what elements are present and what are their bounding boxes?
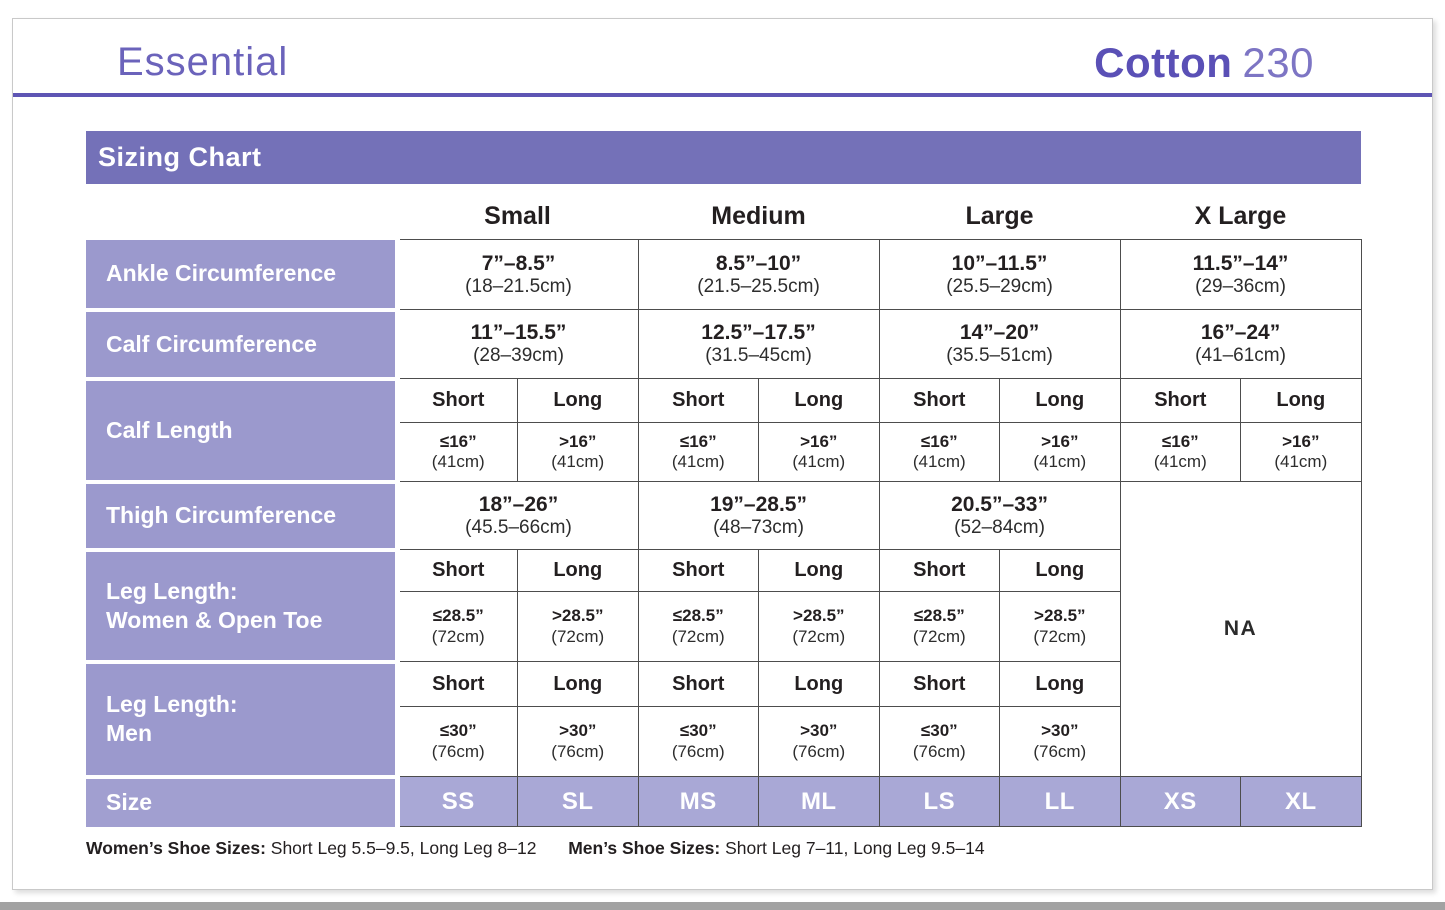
legwomen-long-cm: (72cm) bbox=[1033, 626, 1087, 646]
legmen-large-long-cell bbox=[1000, 707, 1121, 777]
row-label-calf-length: Calf Length bbox=[86, 379, 397, 482]
thigh-small-cm: (45.5–66cm) bbox=[465, 516, 572, 538]
calfcirc-large-cm: (35.5–51cm) bbox=[946, 345, 1053, 367]
thigh-medium-cell bbox=[638, 482, 879, 550]
calflen-small-long-cell bbox=[518, 423, 639, 482]
calflen-xlarge-long-header: Long bbox=[1241, 379, 1362, 423]
calflen-long-cm: (41cm) bbox=[1274, 452, 1328, 471]
calfcirc-small-cm: (28–39cm) bbox=[473, 345, 564, 367]
sizing-table-wrapper bbox=[86, 239, 1362, 827]
legmen-large-long-header: Long bbox=[1000, 662, 1121, 707]
card-header bbox=[13, 19, 1432, 93]
legwomen-large-long-cell bbox=[1000, 592, 1121, 662]
column-header-spacer bbox=[86, 196, 397, 239]
calflen-xlarge-short-cell bbox=[1120, 423, 1241, 482]
legmen-short-cm: (76cm) bbox=[912, 741, 966, 761]
size-cell-sl: SL bbox=[518, 777, 639, 827]
legmen-long-inches: >30” bbox=[559, 721, 597, 741]
legmen-long-inches: >30” bbox=[1041, 721, 1079, 741]
calflen-short-cm: (41cm) bbox=[431, 452, 485, 471]
legwomen-short-cm: (72cm) bbox=[912, 626, 966, 646]
legwomen-long-cm: (72cm) bbox=[792, 626, 846, 646]
legmen-short-inches: ≤30” bbox=[679, 721, 717, 741]
calflen-long-inches: >16” bbox=[1041, 431, 1079, 451]
calfcirc-small-inches: 11”–15.5” bbox=[470, 321, 567, 344]
calflen-short-cm: (41cm) bbox=[671, 452, 725, 471]
row-label-size: Size bbox=[86, 777, 397, 827]
column-header-medium: Medium bbox=[711, 202, 806, 230]
size-column-headers bbox=[86, 196, 1361, 239]
calflen-xlarge-long-cell bbox=[1241, 423, 1362, 482]
leg-women-label-line1: Leg Length: bbox=[106, 577, 238, 604]
ankle-medium-cell bbox=[638, 240, 879, 310]
calflen-long-cm: (41cm) bbox=[551, 452, 605, 471]
row-label-calf-circumference: Calf Circumference bbox=[86, 310, 397, 379]
legmen-medium-long-cell bbox=[759, 707, 880, 777]
calflen-xlarge-short-header: Short bbox=[1120, 379, 1241, 423]
thigh-large-cm: (52–84cm) bbox=[954, 516, 1045, 538]
calflen-long-cm: (41cm) bbox=[1033, 452, 1087, 471]
legmen-small-long-cell bbox=[518, 707, 639, 777]
size-cell-ss: SS bbox=[397, 777, 518, 827]
thigh-medium-inches: 19”–28.5” bbox=[710, 492, 807, 516]
table-row-calf-length-subheader bbox=[86, 379, 1361, 423]
calflen-short-cm: (41cm) bbox=[1153, 452, 1207, 471]
row-label-thigh: Thigh Circumference bbox=[86, 482, 397, 550]
legwomen-short-inches: ≤28.5” bbox=[432, 606, 484, 626]
ankle-large-cm: (25.5–29cm) bbox=[946, 275, 1053, 297]
table-row-ankle bbox=[86, 240, 1361, 310]
calflen-medium-short-header: Short bbox=[638, 379, 759, 423]
size-cell-ml: ML bbox=[759, 777, 880, 827]
xlarge-na-cell: NA bbox=[1120, 482, 1361, 777]
calflen-long-inches: >16” bbox=[559, 431, 597, 451]
legwomen-long-inches: >28.5” bbox=[1034, 606, 1086, 626]
size-cell-xl: XL bbox=[1241, 777, 1362, 827]
calflen-large-long-header: Long bbox=[1000, 379, 1121, 423]
calflen-short-inches: ≤16” bbox=[679, 431, 717, 451]
calflen-long-inches: >16” bbox=[800, 431, 838, 451]
thigh-large-inches: 20.5”–33” bbox=[951, 492, 1048, 516]
calflen-short-inches: ≤16” bbox=[439, 431, 477, 451]
size-cell-ll: LL bbox=[1000, 777, 1121, 827]
sizing-chart-banner bbox=[86, 131, 1361, 184]
legwomen-large-short-cell bbox=[879, 592, 1000, 662]
legmen-large-short-header: Short bbox=[879, 662, 1000, 707]
legwomen-large-short-header: Short bbox=[879, 550, 1000, 592]
calfcirc-xlarge-inches: 16”–24” bbox=[1200, 321, 1281, 344]
legwomen-medium-short-header: Short bbox=[638, 550, 759, 592]
legmen-medium-long-header: Long bbox=[759, 662, 880, 707]
shoe-sizes-footnote bbox=[86, 838, 985, 859]
leg-women-label-line2: Women & Open Toe bbox=[106, 606, 323, 633]
product-number: 230 bbox=[1242, 39, 1314, 86]
legwomen-long-inches: >28.5” bbox=[793, 606, 845, 626]
legwomen-short-inches: ≤28.5” bbox=[672, 606, 724, 626]
size-cell-ms: MS bbox=[638, 777, 759, 827]
legmen-large-short-cell bbox=[879, 707, 1000, 777]
banner-title: Sizing Chart bbox=[98, 142, 262, 172]
sizing-table bbox=[86, 239, 1362, 827]
legwomen-large-long-header: Long bbox=[1000, 550, 1121, 592]
bottom-edge-strip bbox=[0, 902, 1445, 910]
calflen-small-short-cell bbox=[397, 423, 518, 482]
column-header-small: Small bbox=[484, 202, 551, 230]
legwomen-long-cm: (72cm) bbox=[551, 626, 605, 646]
legmen-long-cm: (76cm) bbox=[1033, 741, 1087, 761]
legwomen-short-cm: (72cm) bbox=[431, 626, 485, 646]
legmen-short-inches: ≤30” bbox=[439, 721, 477, 741]
ankle-xlarge-cm: (29–36cm) bbox=[1195, 275, 1286, 297]
legwomen-medium-short-cell bbox=[638, 592, 759, 662]
legwomen-small-short-header: Short bbox=[397, 550, 518, 592]
size-cell-ls: LS bbox=[879, 777, 1000, 827]
thigh-small-cell bbox=[397, 482, 638, 550]
men-shoe-sizes-label: Men’s Shoe Sizes: bbox=[568, 838, 721, 858]
legwomen-short-cm: (72cm) bbox=[671, 626, 725, 646]
women-shoe-sizes-label: Women’s Shoe Sizes: bbox=[86, 838, 266, 858]
thigh-medium-cm: (48–73cm) bbox=[713, 516, 804, 538]
ankle-small-cm: (18–21.5cm) bbox=[465, 275, 572, 297]
leg-men-label-line2: Men bbox=[106, 720, 152, 746]
legmen-short-cm: (76cm) bbox=[431, 741, 485, 761]
legmen-small-short-header: Short bbox=[397, 662, 518, 707]
legmen-short-inches: ≤30” bbox=[920, 721, 958, 741]
legmen-short-cm: (76cm) bbox=[671, 741, 725, 761]
row-label-leg-men bbox=[86, 662, 397, 777]
table-row-thigh bbox=[86, 482, 1361, 550]
legmen-long-cm: (76cm) bbox=[551, 741, 605, 761]
legmen-small-long-header: Long bbox=[518, 662, 639, 707]
calfcirc-medium-cm: (31.5–45cm) bbox=[705, 345, 812, 367]
ankle-large-inches: 10”–11.5” bbox=[951, 251, 1048, 275]
legwomen-small-long-cell bbox=[518, 592, 639, 662]
calflen-short-inches: ≤16” bbox=[920, 431, 958, 451]
calflen-long-cm: (41cm) bbox=[792, 452, 846, 471]
calflen-medium-long-header: Long bbox=[759, 379, 880, 423]
ankle-medium-inches: 8.5”–10” bbox=[715, 251, 802, 275]
calfcirc-small-cell bbox=[397, 310, 638, 379]
calflen-large-long-cell bbox=[1000, 423, 1121, 482]
legmen-small-short-cell bbox=[397, 707, 518, 777]
legwomen-small-long-header: Long bbox=[518, 550, 639, 592]
calflen-long-inches: >16” bbox=[1282, 431, 1320, 451]
ankle-xlarge-inches: 11.5”–14” bbox=[1192, 251, 1289, 275]
leg-men-label-line1: Leg Length: bbox=[106, 691, 238, 718]
calflen-short-inches: ≤16” bbox=[1161, 431, 1199, 451]
legmen-medium-short-header: Short bbox=[638, 662, 759, 707]
legmen-long-inches: >30” bbox=[800, 721, 838, 741]
row-label-ankle: Ankle Circumference bbox=[86, 240, 397, 310]
table-row-calf-circumference bbox=[86, 310, 1361, 379]
calfcirc-medium-inches: 12.5”–17.5” bbox=[701, 321, 816, 344]
size-cell-xs: XS bbox=[1120, 777, 1241, 827]
calfcirc-xlarge-cm: (41–61cm) bbox=[1195, 345, 1286, 367]
column-header-large: Large bbox=[965, 202, 1034, 230]
men-shoe-sizes-value: Short Leg 7–11, Long Leg 9.5–14 bbox=[725, 838, 985, 858]
column-header-xlarge: X Large bbox=[1194, 202, 1287, 230]
table-row-size bbox=[86, 777, 1361, 827]
row-label-leg-women bbox=[86, 550, 397, 662]
calfcirc-xlarge-cell bbox=[1120, 310, 1361, 379]
calfcirc-large-cell bbox=[879, 310, 1120, 379]
legwomen-medium-long-header: Long bbox=[759, 550, 880, 592]
ankle-small-inches: 7”–8.5” bbox=[481, 251, 556, 275]
product-title bbox=[1094, 39, 1314, 87]
ankle-large-cell bbox=[879, 240, 1120, 310]
brand-title: Essential bbox=[117, 40, 289, 84]
women-shoe-sizes-value: Short Leg 5.5–9.5, Long Leg 8–12 bbox=[270, 838, 537, 858]
legwomen-short-inches: ≤28.5” bbox=[913, 606, 965, 626]
product-name: Cotton bbox=[1094, 39, 1233, 86]
ankle-xlarge-cell bbox=[1120, 240, 1361, 310]
legmen-medium-short-cell bbox=[638, 707, 759, 777]
legmen-long-cm: (76cm) bbox=[792, 741, 846, 761]
thigh-small-inches: 18”–26” bbox=[478, 492, 559, 516]
calflen-medium-short-cell bbox=[638, 423, 759, 482]
calflen-large-short-header: Short bbox=[879, 379, 1000, 423]
page-card bbox=[12, 18, 1433, 890]
ankle-small-cell bbox=[397, 240, 638, 310]
calflen-small-short-header: Short bbox=[397, 379, 518, 423]
calflen-large-short-cell bbox=[879, 423, 1000, 482]
legwomen-long-inches: >28.5” bbox=[552, 606, 604, 626]
calfcirc-large-inches: 14”–20” bbox=[959, 321, 1040, 344]
calfcirc-medium-cell bbox=[638, 310, 879, 379]
calflen-medium-long-cell bbox=[759, 423, 880, 482]
ankle-medium-cm: (21.5–25.5cm) bbox=[697, 275, 820, 297]
thigh-large-cell bbox=[879, 482, 1120, 550]
header-divider bbox=[13, 93, 1432, 97]
calflen-short-cm: (41cm) bbox=[912, 452, 966, 471]
legwomen-small-short-cell bbox=[397, 592, 518, 662]
calflen-small-long-header: Long bbox=[518, 379, 639, 423]
legwomen-medium-long-cell bbox=[759, 592, 880, 662]
